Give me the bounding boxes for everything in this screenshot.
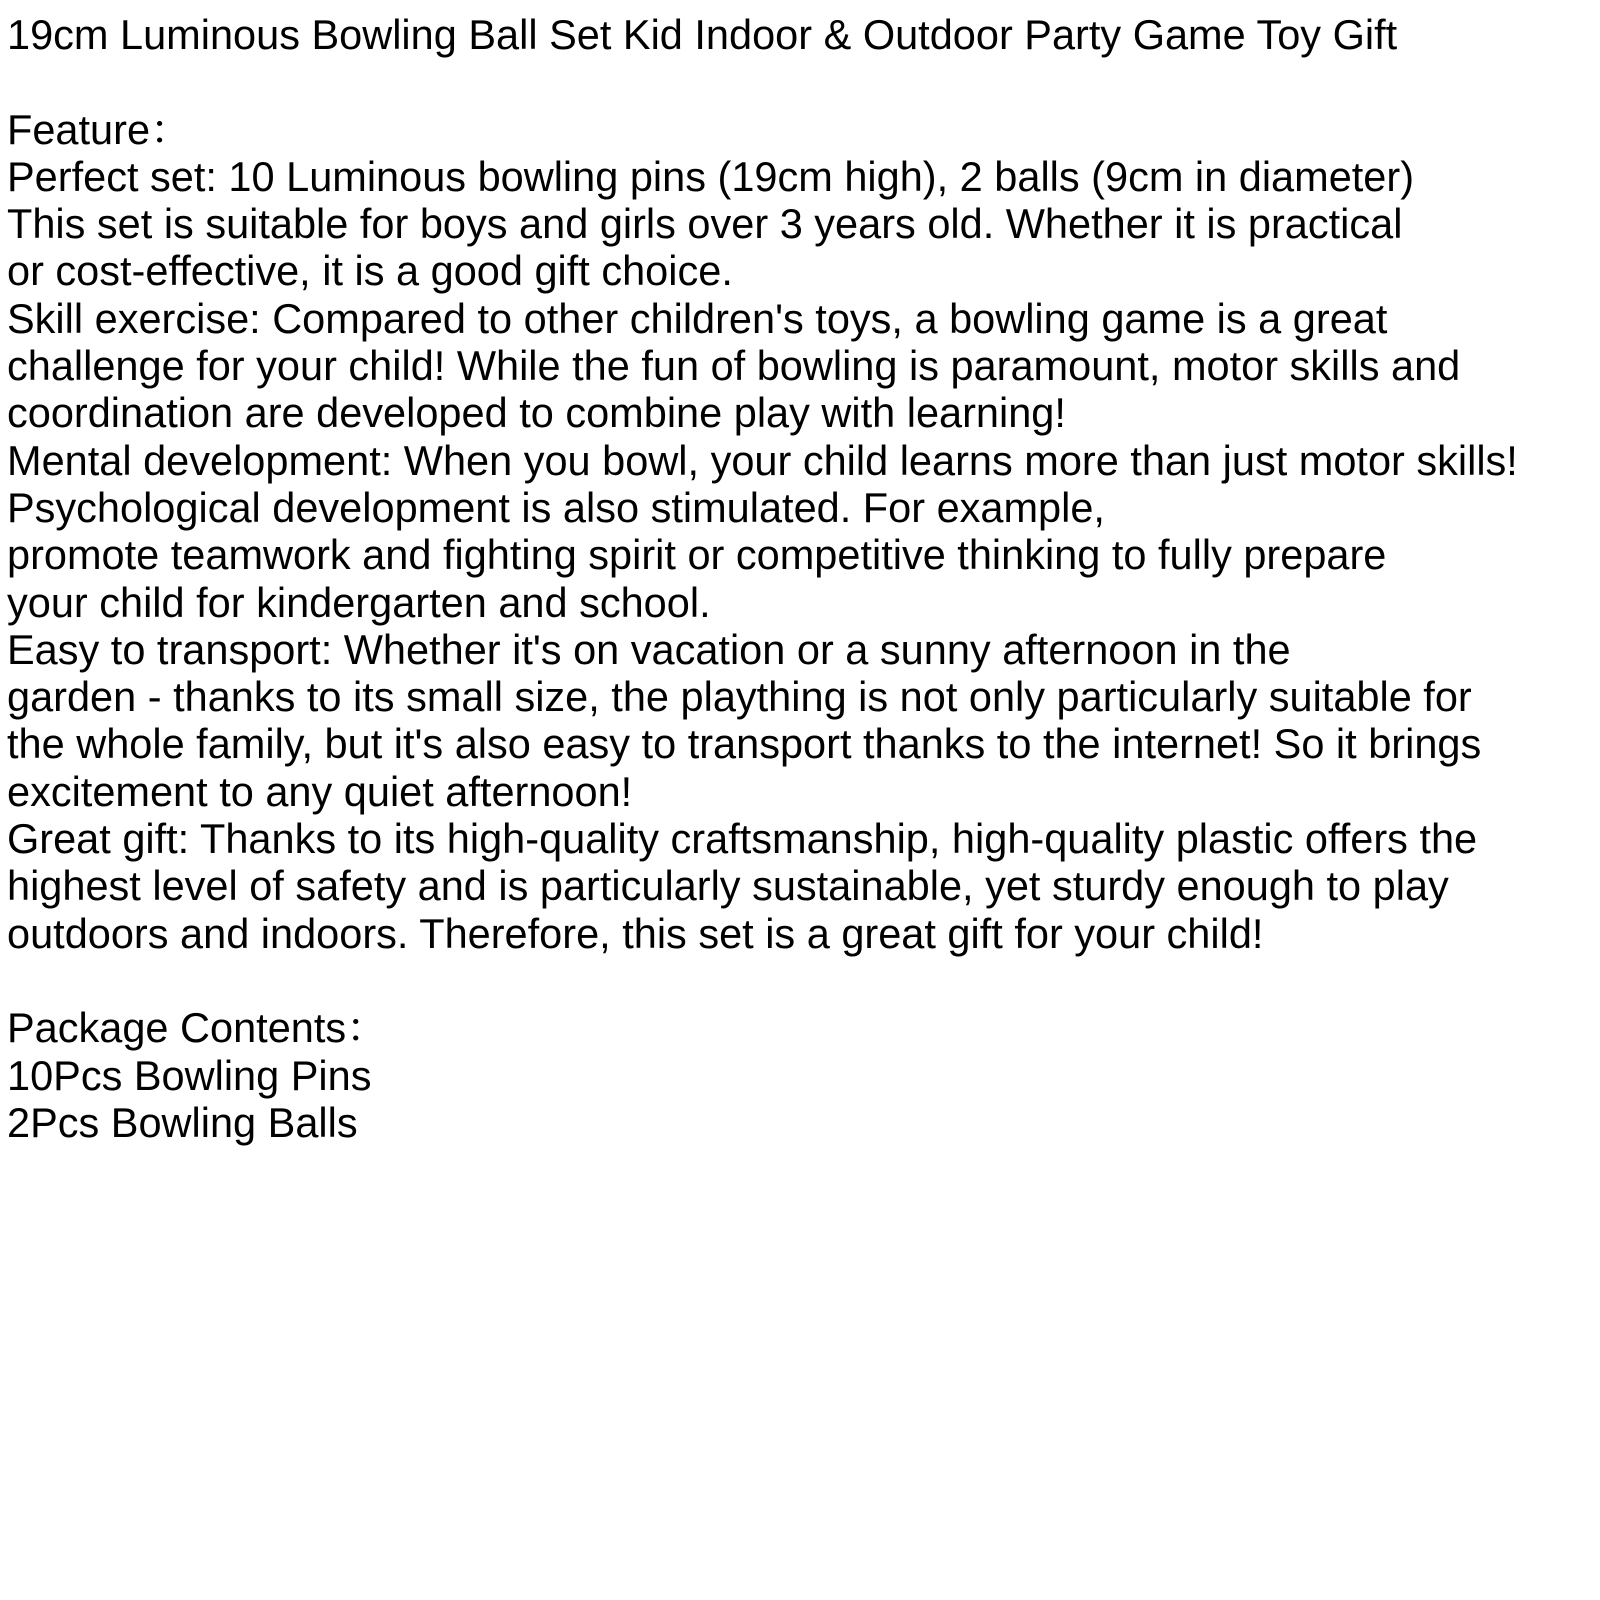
product-description — [7, 11, 1597, 1146]
feature-line: Perfect set: 10 Luminous bowling pins (19cm high), 2 balls (9cm in diameter) — [7, 152, 1415, 200]
package-heading: Package Contents： — [7, 1004, 388, 1052]
feature-line: or cost-effective, it is a good gift choice. — [7, 247, 733, 295]
spacer — [7, 58, 1597, 105]
feature-line: Easy to transport: Whether it's on vacation or a sunny afternoon in the — [7, 625, 1291, 673]
feature-line: Skill exercise: Compared to other children's toys, a bowling game is a great — [7, 294, 1388, 342]
feature-line: Mental development: When you bowl, your child learns more than just motor skills! — [7, 436, 1518, 484]
feature-line: garden - thanks to its small size, the plaything is not only particularly suitable for — [7, 673, 1472, 721]
package-item: 2Pcs Bowling Balls — [7, 1098, 358, 1146]
feature-line: outdoors and indoors. Therefore, this set is a great gift for your child! — [7, 909, 1264, 957]
package-item: 10Pcs Bowling Pins — [7, 1051, 372, 1099]
spacer — [7, 957, 1597, 1004]
feature-line: the whole family, but it's also easy to transport thanks to the internet! So it brings — [7, 720, 1482, 768]
feature-line: Psychological development is also stimulated. For example, — [7, 483, 1105, 531]
feature-heading: Feature： — [7, 105, 192, 153]
feature-line: challenge for your child! While the fun of bowling is paramount, motor skills and — [7, 342, 1461, 390]
feature-line: This set is suitable for boys and girls over 3 years old. Whether it is practical — [7, 200, 1403, 248]
product-title: 19cm Luminous Bowling Ball Set Kid Indoor & Outdoor Party Game Toy Gift — [7, 11, 1398, 58]
feature-line: your child for kindergarten and school. — [7, 578, 711, 626]
feature-line: coordination are developed to combine play with learning! — [7, 389, 1066, 437]
feature-line: excitement to any quiet afternoon! — [7, 767, 633, 815]
feature-line: highest level of safety and is particularly sustainable, yet sturdy enough to play — [7, 862, 1449, 910]
feature-line: Great gift: Thanks to its high-quality craftsmanship, high-quality plastic offers the — [7, 815, 1478, 863]
feature-line: promote teamwork and fighting spirit or competitive thinking to fully prepare — [7, 531, 1387, 579]
